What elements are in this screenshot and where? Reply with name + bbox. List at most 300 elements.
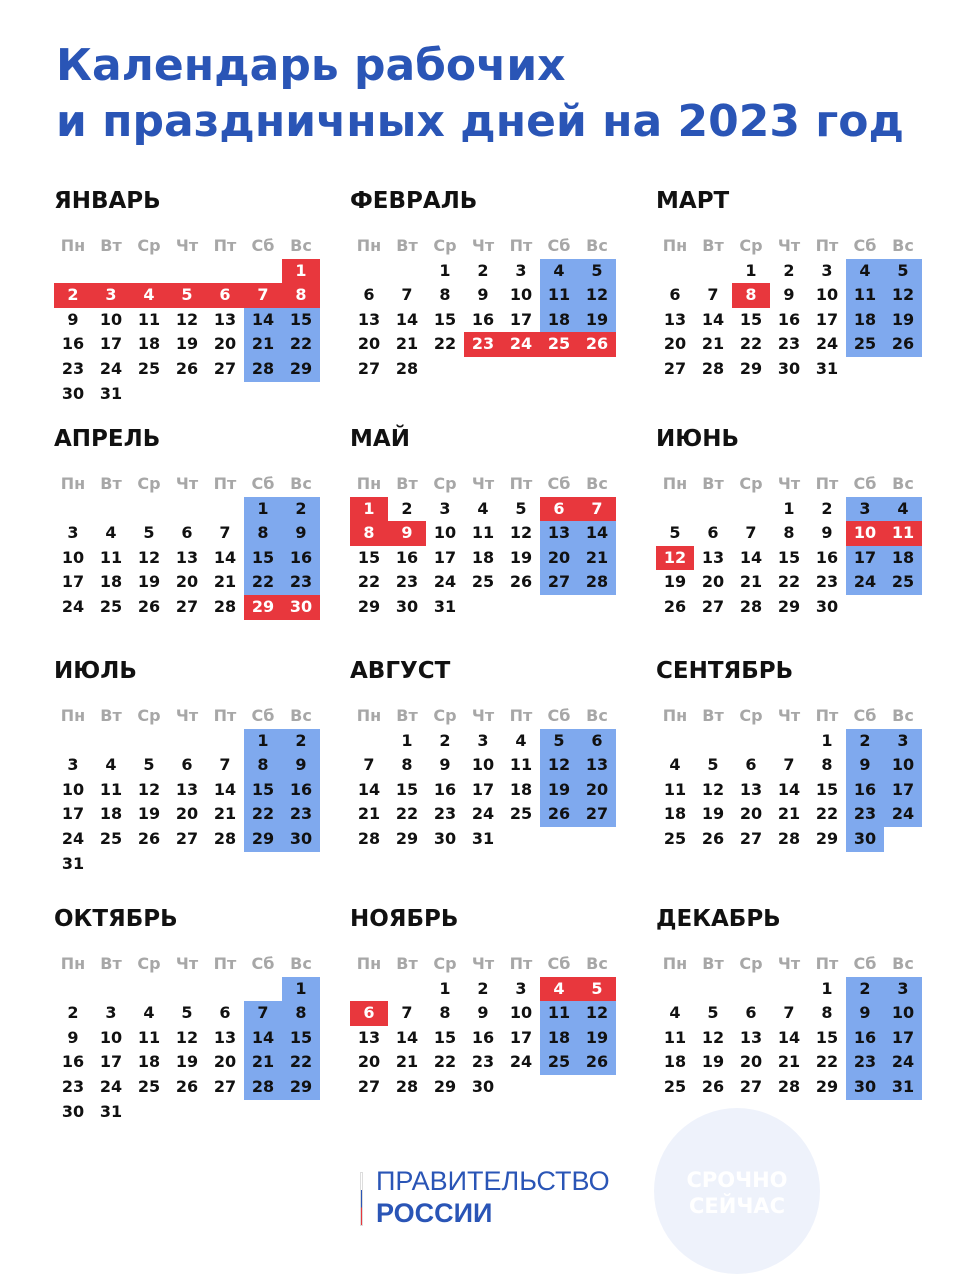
day-cell: 30 [282,827,320,852]
day-cell: 14 [701,309,725,329]
day-cell: 2 [67,1003,79,1023]
day-cell: 23 [61,1076,85,1096]
day-cell: 11 [884,521,922,546]
day-cell: 19 [175,334,199,354]
day-cell: 27 [213,358,237,378]
day-cell: 6 [707,523,719,543]
weekday-header: Вс [290,706,312,725]
day-cell: 21 [739,572,763,592]
logo-line-2: РОССИИ [376,1198,493,1228]
day-cell: 25 [509,804,533,824]
day-cell: 21 [395,1052,419,1072]
day-cell: 25 [846,332,884,357]
day-cell: 28 [357,828,381,848]
empty-cell [130,497,168,522]
day-cell: 10 [61,779,85,799]
day-cell: 23 [464,332,502,357]
day-cell: 24 [502,332,540,357]
month-4 [54,424,324,616]
day-cell: 9 [439,755,451,775]
day-cell: 18 [540,1026,578,1051]
day-cell: 16 [846,778,884,803]
day-cell: 17 [61,572,85,592]
month-2 [350,186,620,378]
day-cell: 2 [846,729,884,754]
day-cell: 11 [846,283,884,308]
day-cell: 21 [701,334,725,354]
month-8 [350,656,620,848]
day-cell: 22 [815,1052,839,1072]
day-cell: 27 [739,828,763,848]
weekday-header: Пт [213,954,237,973]
weekday-header: Пн [356,474,382,493]
empty-cell [464,595,502,620]
weekday-header: Сб [853,954,877,973]
day-cell: 26 [884,332,922,357]
empty-cell [130,977,168,1002]
day-cell: 5 [578,977,616,1002]
day-cell: 24 [815,334,839,354]
day-cell: 17 [433,547,457,567]
day-cell: 7 [707,285,719,305]
day-cell: 24 [884,802,922,827]
day-cell: 12 [656,546,694,571]
weekday-header: Пн [60,474,86,493]
day-cell: 29 [433,1076,457,1096]
empty-cell [884,595,922,620]
month-grid [350,472,616,620]
day-cell: 21 [244,1050,282,1075]
day-cell: 29 [282,357,320,382]
day-cell: 23 [846,802,884,827]
empty-cell [656,497,694,522]
day-cell: 24 [99,358,123,378]
day-cell: 26 [663,596,687,616]
weekday-header: Пт [815,954,839,973]
weekday-header: Ср [433,706,457,725]
weekday-header: Ср [137,954,161,973]
day-cell: 2 [846,977,884,1002]
day-cell: 11 [509,755,533,775]
weekday-header: Пт [213,474,237,493]
day-cell: 21 [777,1052,801,1072]
month-name: ФЕВРАЛЬ [350,188,478,214]
day-cell: 19 [509,547,533,567]
day-cell: 26 [137,596,161,616]
day-cell: 25 [663,1076,687,1096]
month-name: ИЮЛЬ [54,658,137,684]
day-cell: 11 [663,779,687,799]
empty-cell [244,259,282,284]
day-cell: 14 [395,1027,419,1047]
day-cell: 23 [282,802,320,827]
day-cell: 29 [244,595,282,620]
day-cell: 9 [67,309,79,329]
day-cell: 3 [884,729,922,754]
day-cell: 1 [244,729,282,754]
day-cell: 29 [282,1075,320,1100]
day-cell: 10 [884,1001,922,1026]
empty-cell [244,382,282,407]
weekday-header: Пт [815,474,839,493]
day-cell: 20 [739,1052,763,1072]
weekday-header: Вт [396,236,418,255]
empty-cell [168,259,206,284]
empty-cell [54,977,92,1002]
month-grid [54,704,320,876]
day-cell: 24 [846,570,884,595]
weekday-header: Пт [509,474,533,493]
day-cell: 1 [244,497,282,522]
empty-cell [884,827,922,852]
month-grid [54,472,320,620]
day-cell: 31 [99,1101,123,1121]
empty-cell [578,357,616,382]
day-cell: 3 [515,260,527,280]
weekday-header: Ср [433,236,457,255]
weekday-header: Пт [213,236,237,255]
day-cell: 30 [61,383,85,403]
day-cell: 18 [540,308,578,333]
day-cell: 12 [175,309,199,329]
day-cell: 20 [701,572,725,592]
month-grid [656,472,922,620]
day-cell: 7 [745,523,757,543]
weekday-header: Чт [471,954,495,973]
day-cell: 22 [433,334,457,354]
day-cell: 5 [884,259,922,284]
day-cell: 10 [846,521,884,546]
empty-cell [206,1100,244,1125]
day-cell: 7 [401,1003,413,1023]
empty-cell [92,497,130,522]
day-cell: 18 [99,804,123,824]
day-cell: 7 [783,1003,795,1023]
weekday-header: Ср [137,706,161,725]
day-cell: 1 [401,730,413,750]
weekday-header: Пт [509,236,533,255]
weekday-header: Чт [777,954,801,973]
day-cell: 5 [540,729,578,754]
weekday-header: Сб [853,706,877,725]
weekday-header: Сб [853,474,877,493]
day-cell: 20 [739,804,763,824]
day-cell: 6 [206,283,244,308]
day-cell: 28 [395,1076,419,1096]
empty-cell [168,382,206,407]
day-cell: 10 [509,1003,533,1023]
empty-cell [168,852,206,877]
day-cell: 15 [282,1026,320,1051]
day-cell: 2 [282,497,320,522]
weekday-header: Вт [100,954,122,973]
day-cell: 19 [540,778,578,803]
empty-cell [578,1075,616,1100]
day-cell: 14 [244,1026,282,1051]
weekday-header: Вс [892,236,914,255]
day-cell: 28 [213,596,237,616]
day-cell: 10 [471,755,495,775]
day-cell: 13 [663,309,687,329]
day-cell: 3 [67,523,79,543]
empty-cell [656,729,694,754]
day-cell: 9 [388,521,426,546]
day-cell: 11 [540,283,578,308]
day-cell: 4 [884,497,922,522]
weekday-header: Вс [892,706,914,725]
day-cell: 8 [821,1003,833,1023]
day-cell: 27 [663,358,687,378]
day-cell: 19 [701,804,725,824]
day-cell: 2 [477,260,489,280]
weekday-header: Чт [175,236,199,255]
weekday-header: Ср [433,954,457,973]
day-cell: 8 [439,285,451,305]
day-cell: 13 [213,309,237,329]
empty-cell [502,595,540,620]
month-name: АВГУСТ [350,658,451,684]
day-cell: 6 [745,755,757,775]
day-cell: 25 [137,358,161,378]
day-cell: 1 [439,978,451,998]
empty-cell [92,852,130,877]
empty-cell [206,382,244,407]
weekday-header: Чт [175,954,199,973]
empty-cell [130,729,168,754]
day-cell: 8 [732,283,770,308]
day-cell: 28 [777,828,801,848]
day-cell: 9 [821,523,833,543]
day-cell: 6 [363,285,375,305]
day-cell: 15 [815,779,839,799]
month-3 [656,186,926,378]
day-cell: 19 [578,308,616,333]
weekday-header: Вт [702,236,724,255]
day-cell: 13 [175,779,199,799]
day-cell: 9 [282,753,320,778]
empty-cell [770,729,808,754]
empty-cell [540,357,578,382]
weekday-header: Вс [290,474,312,493]
day-cell: 30 [395,596,419,616]
month-name: МАЙ [350,426,410,452]
day-cell: 5 [669,523,681,543]
day-cell: 23 [471,1052,495,1072]
day-cell: 10 [99,309,123,329]
empty-cell [502,357,540,382]
day-cell: 28 [244,357,282,382]
empty-cell [770,977,808,1002]
empty-cell [732,497,770,522]
day-cell: 5 [143,523,155,543]
day-cell: 7 [401,285,413,305]
weekday-header: Вт [702,706,724,725]
day-cell: 20 [357,334,381,354]
day-cell: 23 [61,358,85,378]
day-cell: 13 [357,1027,381,1047]
day-cell: 24 [61,828,85,848]
day-cell: 13 [357,309,381,329]
day-cell: 10 [509,285,533,305]
day-cell: 10 [884,753,922,778]
page-title [56,38,956,150]
day-cell: 1 [350,497,388,522]
day-cell: 13 [540,521,578,546]
weekday-header: Сб [251,706,275,725]
day-cell: 8 [821,755,833,775]
day-cell: 1 [745,260,757,280]
day-cell: 22 [777,572,801,592]
empty-cell [206,259,244,284]
day-cell: 1 [821,978,833,998]
logo-line-1: ПРАВИТЕЛЬСТВО [376,1166,610,1196]
month-name: ОКТЯБРЬ [54,906,178,932]
day-cell: 27 [213,1076,237,1096]
day-cell: 30 [471,1076,495,1096]
day-cell: 26 [578,1050,616,1075]
day-cell: 4 [477,498,489,518]
day-cell: 22 [815,804,839,824]
month-name: СЕНТЯБРЬ [656,658,794,684]
day-cell: 17 [815,309,839,329]
day-cell: 7 [783,755,795,775]
day-cell: 21 [777,804,801,824]
month-name: МАРТ [656,188,730,214]
weekday-header: Пт [815,706,839,725]
empty-cell [54,259,92,284]
day-cell: 12 [701,1027,725,1047]
empty-cell [282,382,320,407]
day-cell: 11 [99,547,123,567]
empty-cell [92,729,130,754]
weekday-header: Пн [60,706,86,725]
weekday-header: Чт [471,236,495,255]
weekday-header: Вт [396,706,418,725]
month-grid [656,704,922,852]
day-cell: 5 [181,1003,193,1023]
day-cell: 17 [509,309,533,329]
day-cell: 6 [578,729,616,754]
day-cell: 3 [92,283,130,308]
day-cell: 23 [282,570,320,595]
day-cell: 22 [244,802,282,827]
weekday-header: Пн [662,706,688,725]
month-grid [54,234,320,406]
day-cell: 30 [846,1075,884,1100]
weekday-header: Сб [547,706,571,725]
empty-cell [206,977,244,1002]
day-cell: 12 [884,283,922,308]
day-cell: 2 [477,978,489,998]
day-cell: 15 [433,1027,457,1047]
empty-cell [846,595,884,620]
empty-cell [130,259,168,284]
day-cell: 12 [540,753,578,778]
day-cell: 8 [244,753,282,778]
weekday-header: Вс [892,954,914,973]
day-cell: 1 [821,730,833,750]
government-logo [360,1166,640,1230]
empty-cell [244,852,282,877]
weekday-header: Чт [471,706,495,725]
day-cell: 28 [701,358,725,378]
day-cell: 4 [846,259,884,284]
day-cell: 10 [815,285,839,305]
day-cell: 20 [578,778,616,803]
weekday-header: Пн [662,954,688,973]
weekday-header: Пн [662,236,688,255]
day-cell: 11 [540,1001,578,1026]
day-cell: 10 [99,1027,123,1047]
weekday-header: Чт [175,474,199,493]
day-cell: 27 [540,570,578,595]
day-cell: 5 [143,755,155,775]
day-cell: 7 [578,497,616,522]
month-grid [656,234,922,382]
day-cell: 2 [821,498,833,518]
month-grid [350,952,616,1100]
day-cell: 16 [846,1026,884,1051]
empty-cell [92,259,130,284]
day-cell: 28 [244,1075,282,1100]
day-cell: 23 [777,334,801,354]
day-cell: 19 [663,572,687,592]
day-cell: 31 [61,853,85,873]
weekday-header: Ср [739,706,763,725]
day-cell: 28 [213,828,237,848]
weekday-header: Сб [547,236,571,255]
day-cell: 11 [471,523,495,543]
empty-cell [656,259,694,284]
day-cell: 18 [137,1052,161,1072]
weekday-header: Пт [213,706,237,725]
empty-cell [694,497,732,522]
day-cell: 7 [219,755,231,775]
empty-cell [884,357,922,382]
month-7 [54,656,324,873]
weekday-header: Пн [662,474,688,493]
day-cell: 20 [175,804,199,824]
empty-cell [540,1075,578,1100]
day-cell: 15 [433,309,457,329]
empty-cell [168,497,206,522]
day-cell: 10 [433,523,457,543]
day-cell: 26 [137,828,161,848]
day-cell: 30 [282,595,320,620]
day-cell: 17 [61,804,85,824]
empty-cell [426,357,464,382]
weekday-header: Ср [137,236,161,255]
empty-cell [206,497,244,522]
day-cell: 16 [471,1027,495,1047]
day-cell: 19 [701,1052,725,1072]
empty-cell [694,729,732,754]
day-cell: 27 [175,596,199,616]
day-cell: 27 [357,1076,381,1096]
day-cell: 6 [181,755,193,775]
empty-cell [92,977,130,1002]
day-cell: 29 [244,827,282,852]
month-11 [350,904,620,1096]
day-cell: 12 [175,1027,199,1047]
weekday-header: Пн [60,236,86,255]
day-cell: 26 [540,802,578,827]
day-cell: 1 [783,498,795,518]
day-cell: 4 [515,730,527,750]
day-cell: 6 [181,523,193,543]
month-grid [350,704,616,852]
day-cell: 15 [357,547,381,567]
